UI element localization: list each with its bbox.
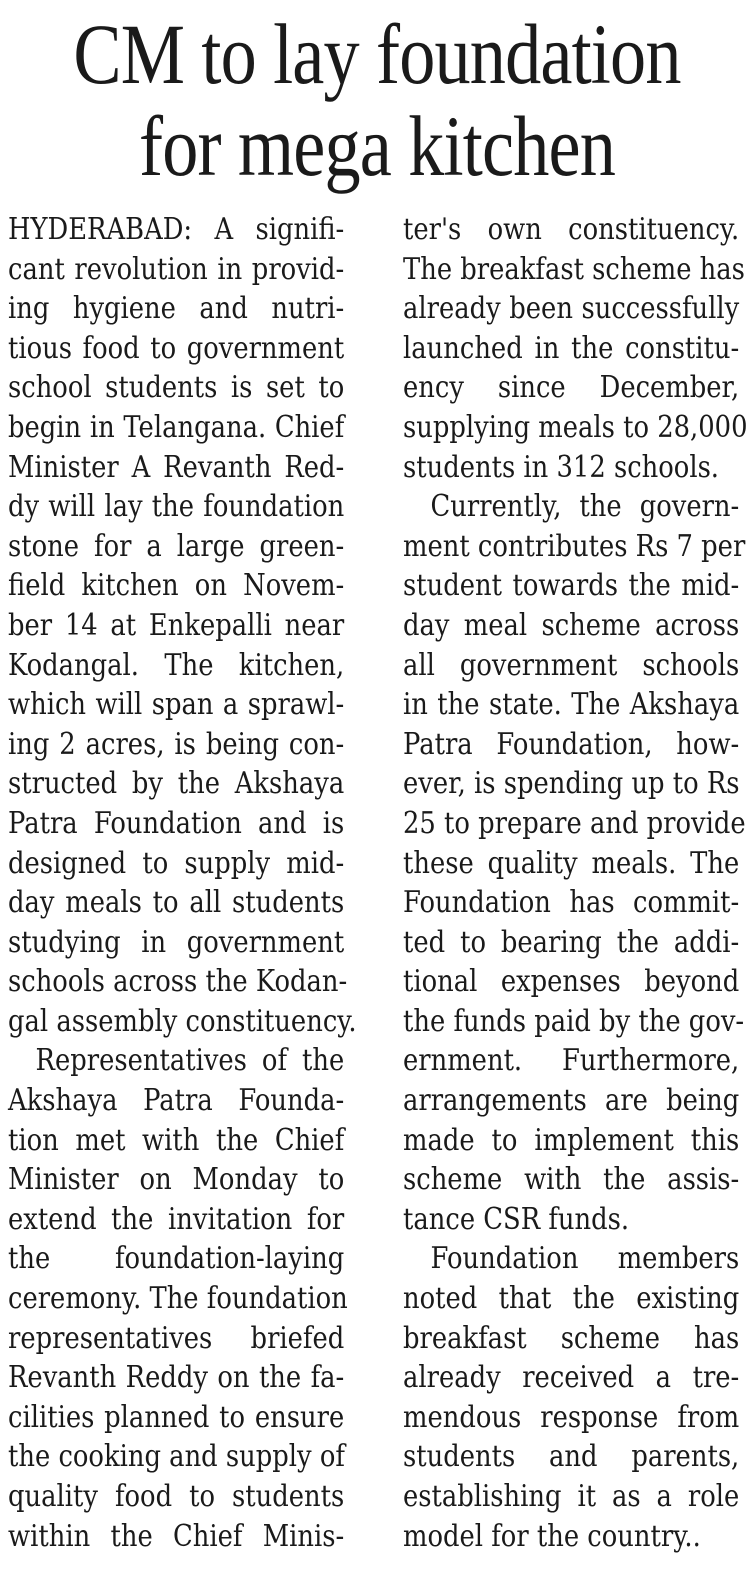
body-line: model for the country..: [403, 1518, 701, 1554]
body-line: the cooking and supply of: [8, 1439, 345, 1475]
headline-line-1: CM to lay foundation: [73, 6, 681, 102]
body-line: scheme with the assis-: [403, 1162, 740, 1198]
body-line: ted to bearing the addi-: [403, 924, 740, 960]
headline-line-2: for mega kitchen: [139, 98, 615, 194]
body-line: Currently, the govern-: [430, 489, 740, 525]
body-line: 25 to prepare and provide: [403, 805, 746, 841]
body-line: The breakfast scheme has: [403, 251, 745, 287]
body-line: begin in Telangana. Chief: [8, 409, 345, 445]
body-line: Minister A Revanth Red-: [8, 449, 345, 485]
body-line: Kodangal. The kitchen,: [8, 647, 345, 683]
body-line: Akshaya Patra Founda-: [8, 1083, 345, 1119]
body-line: studying in government: [8, 924, 345, 960]
body-line: students in 312 schools.: [403, 449, 720, 485]
body-line: Revanth Reddy on the fa-: [8, 1360, 345, 1396]
body-line: in the state. The Akshaya: [403, 687, 740, 723]
body-line: ter's own constituency.: [403, 212, 740, 247]
body-line: breakfast scheme has: [403, 1320, 740, 1356]
body-line: ment contributes Rs 7 per: [403, 528, 746, 564]
body-line: Foundation members: [430, 1241, 740, 1277]
body-line: ceremony. The foundation: [8, 1281, 348, 1317]
body-line: student towards the mid-: [403, 568, 740, 604]
body-line: all government schools: [403, 647, 740, 683]
body-line: structed by the Akshaya: [8, 766, 345, 802]
body-line: HYDERABAD: A signifi-: [8, 212, 345, 247]
body-line: day meal scheme across: [403, 607, 740, 643]
body-line: already been successfully: [403, 291, 740, 327]
body-line: extend the invitation for: [8, 1201, 345, 1237]
body-line: made to implement this: [403, 1122, 740, 1158]
body-line: which will span a sprawl-: [8, 687, 345, 723]
body-line: establishing it as a role: [403, 1479, 740, 1514]
body-line: Foundation has commit-: [403, 885, 740, 921]
headline: [60, 8, 693, 192]
body-line: ernment. Furthermore,: [403, 1043, 740, 1079]
body-line: already received a tre-: [403, 1360, 740, 1396]
body-line: noted that the existing: [403, 1281, 740, 1317]
body-line: ever, is spending up to Rs: [403, 766, 740, 802]
body-line: within the Chief Minis-: [8, 1518, 345, 1554]
body-line: ency since December,: [403, 370, 740, 406]
body-line: students and parents,: [403, 1439, 740, 1475]
body-line: schools across the Kodan-: [8, 964, 348, 1000]
body-line: tional expenses beyond: [403, 964, 740, 1000]
body-line: tious food to government: [8, 330, 345, 366]
body-line: stone for a large green-: [8, 528, 345, 564]
body-line: the funds paid by the gov-: [403, 1003, 745, 1039]
body-line: Patra Foundation, how-: [403, 726, 740, 762]
body-line: dy will lay the foundation: [8, 489, 345, 525]
body-line: Representatives of the: [35, 1043, 345, 1079]
body-line: gal assembly constituency.: [8, 1003, 357, 1039]
body-line: these quality meals. The: [403, 845, 740, 881]
body-line: day meals to all students: [8, 885, 345, 921]
body-line: quality food to students: [8, 1479, 345, 1514]
body-line: ing 2 acres, is being con-: [8, 726, 345, 762]
article-column-left: [8, 210, 357, 1556]
body-line: cant revolution in provid-: [8, 251, 345, 287]
body-line: ber 14 at Enkepalli near: [8, 607, 345, 643]
body-line: supplying meals to 28,000: [403, 409, 748, 445]
body-line: arrangements are being: [403, 1083, 740, 1119]
article-column-right: [403, 210, 748, 1556]
body-line: ing hygiene and nutri-: [8, 291, 345, 327]
body-line: launched in the constitu-: [403, 330, 740, 366]
body-line: Minister on Monday to: [8, 1162, 345, 1198]
body-line: cilities planned to ensure: [8, 1399, 345, 1435]
body-line: tion met with the Chief: [8, 1122, 345, 1158]
body-line: mendous response from: [403, 1399, 740, 1435]
body-line: tance CSR funds.: [403, 1201, 630, 1237]
body-line: Patra Foundation and is: [8, 805, 345, 841]
body-line: school students is set to: [8, 370, 345, 406]
body-line: designed to supply mid-: [8, 845, 345, 881]
body-line: representatives briefed: [8, 1320, 345, 1356]
body-line: field kitchen on Novem-: [8, 568, 345, 604]
body-line: the foundation-laying: [8, 1241, 345, 1277]
